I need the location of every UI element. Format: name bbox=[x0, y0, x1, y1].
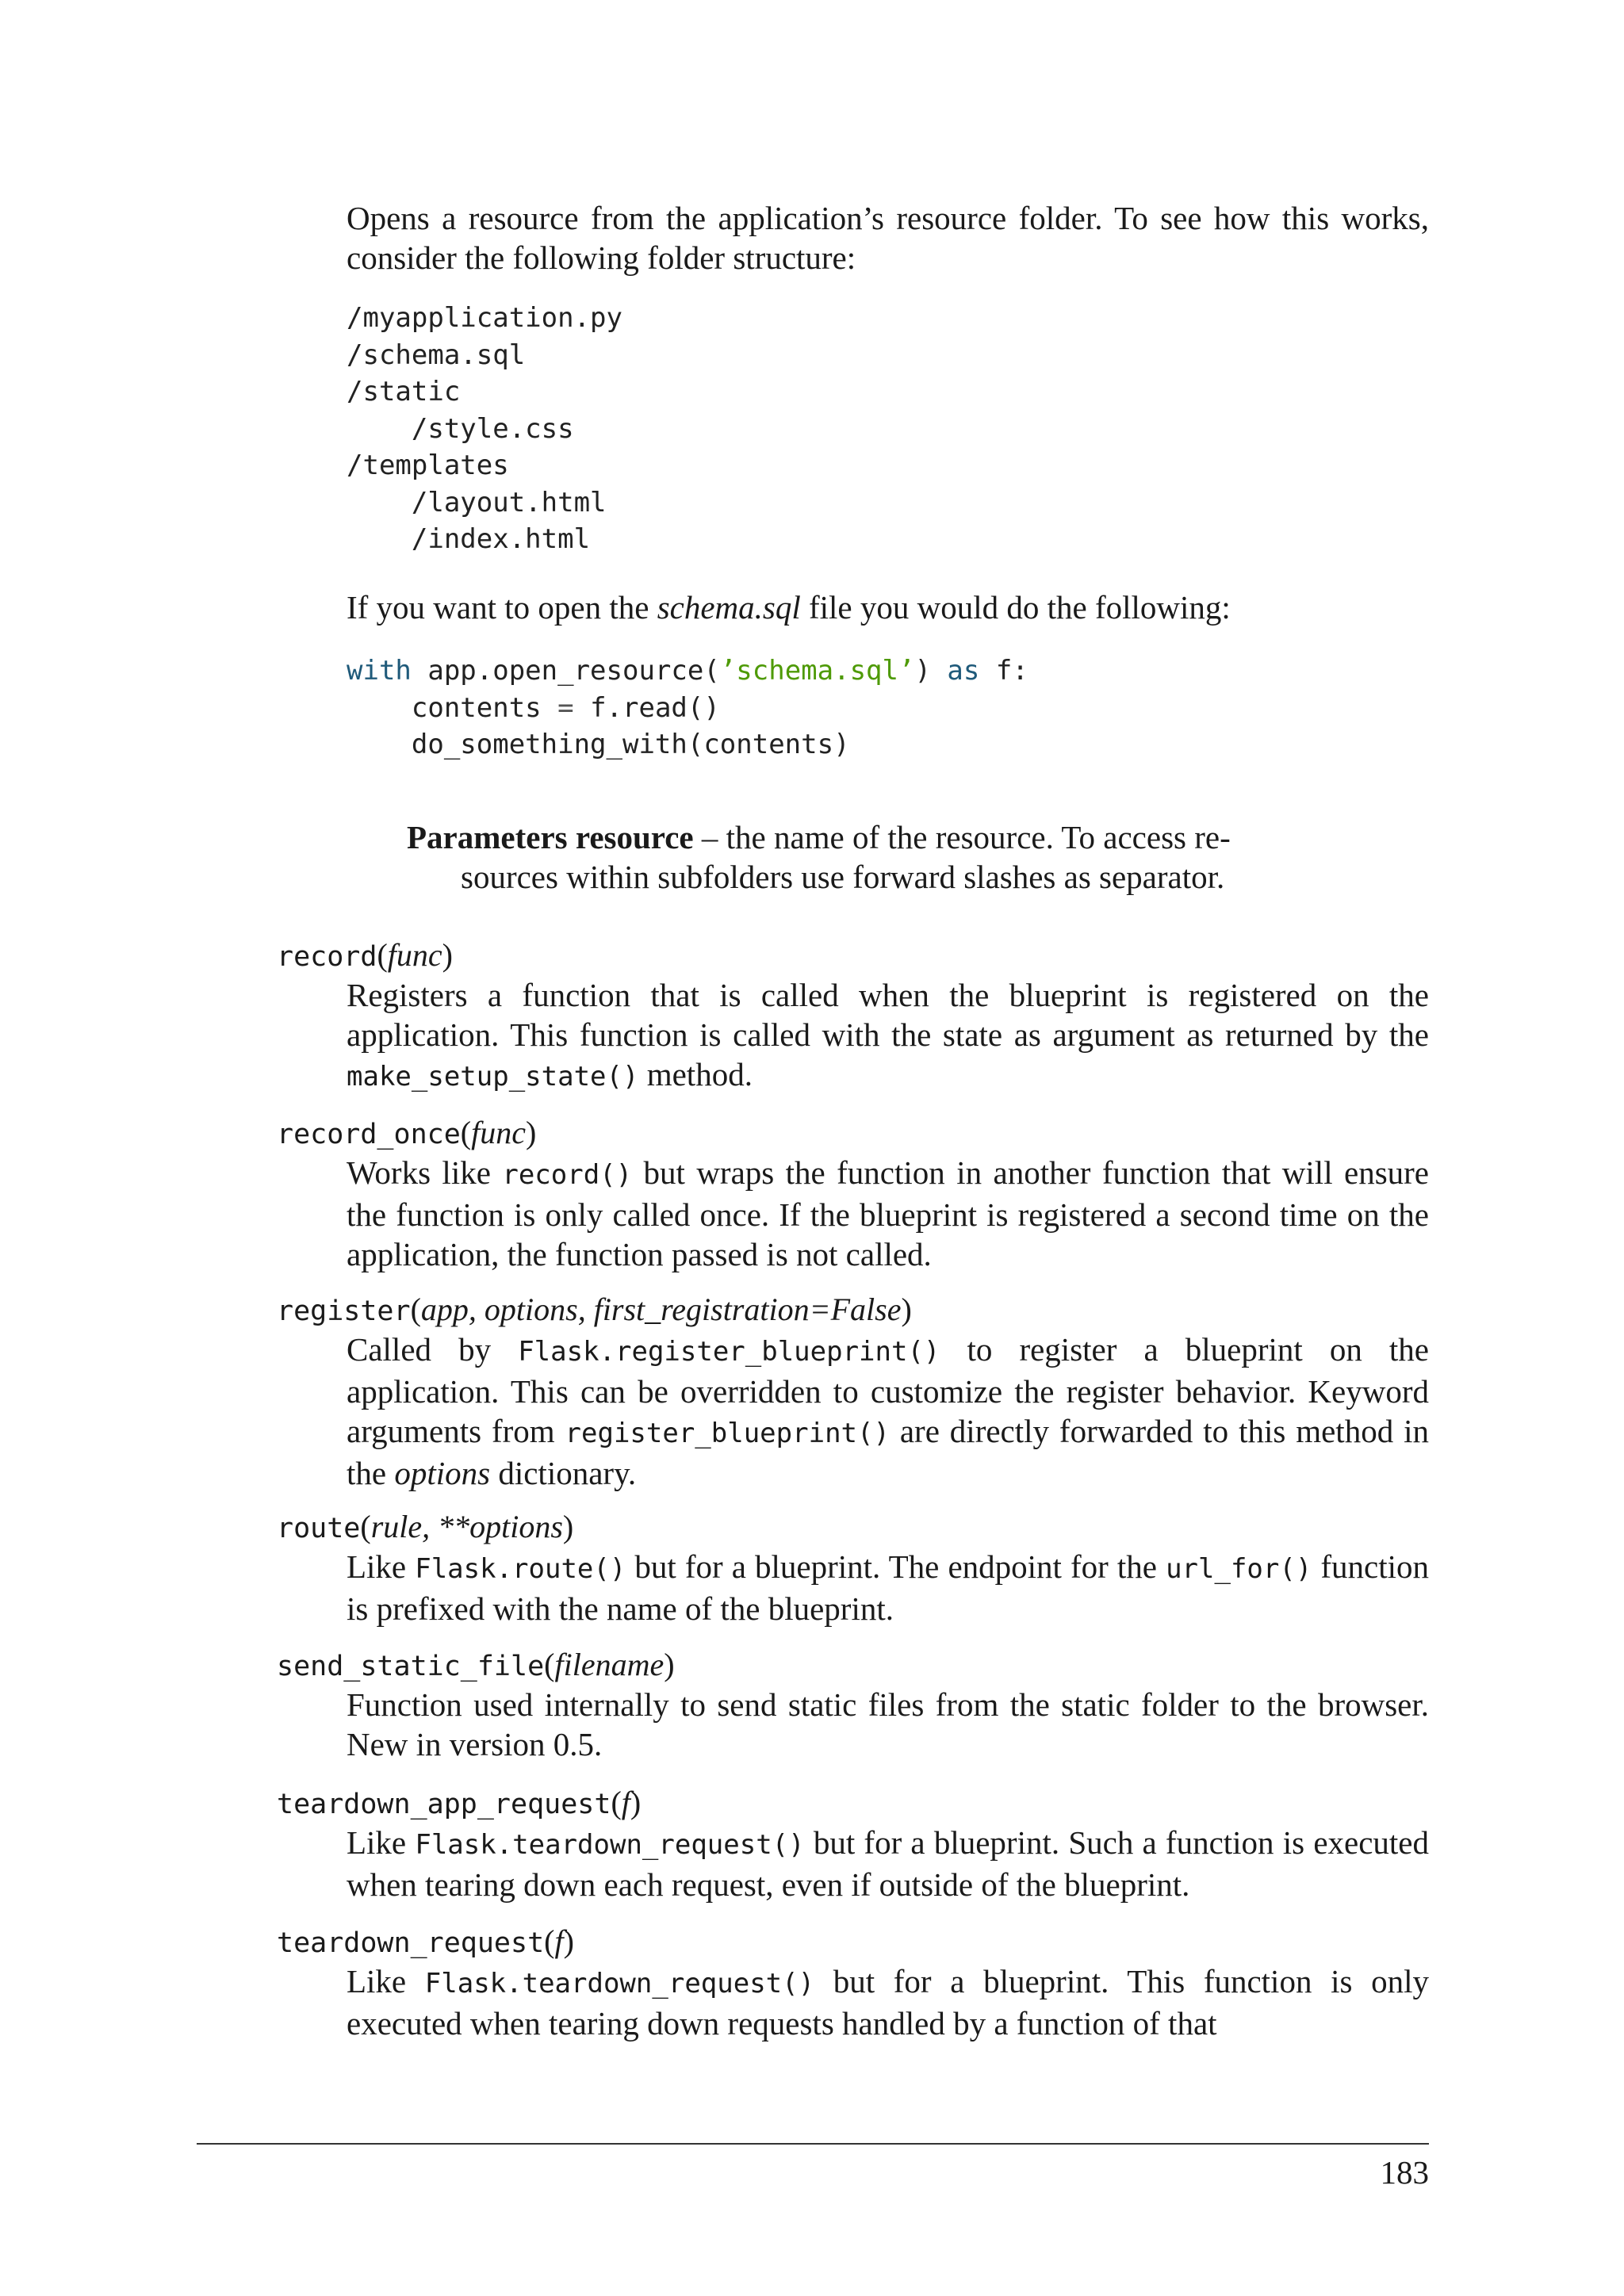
method-name: record_once bbox=[277, 1119, 461, 1150]
desc-text: method. bbox=[638, 1056, 753, 1093]
method-name: send_static_file bbox=[277, 1651, 545, 1682]
code-ref: register_blueprint() bbox=[565, 1418, 890, 1449]
method-name: teardown_app_request bbox=[277, 1789, 611, 1820]
options-em: options bbox=[394, 1455, 491, 1491]
method-signature-teardown-app-request: teardown_app_request(f) bbox=[277, 1785, 642, 1820]
desc-text: Registers a function that is called when the blueprint is registered on the application. This function is called with the state as argument as returned by the bbox=[347, 977, 1429, 1053]
desc-text: but for a blueprint. The endpoint for the bbox=[626, 1548, 1166, 1585]
method-signature-teardown-request: teardown_request(f) bbox=[277, 1923, 574, 1959]
code-operator: = bbox=[557, 691, 574, 724]
method-name: register bbox=[277, 1295, 411, 1327]
method-args: func bbox=[471, 1115, 526, 1150]
method-args: app, options, first_registration=False bbox=[420, 1292, 902, 1327]
desc-text: Works like bbox=[347, 1154, 503, 1191]
parameter-description: the name of the resource. To access re- bbox=[726, 819, 1231, 855]
method-description-teardown-app-request bbox=[347, 1823, 1429, 1904]
code-ref: make_setup_state() bbox=[347, 1061, 639, 1093]
method-args: filename bbox=[554, 1647, 665, 1682]
code-var: f: bbox=[979, 655, 1028, 687]
parameter-dash: – bbox=[693, 819, 726, 855]
method-args: f bbox=[621, 1785, 630, 1820]
code-line2-end: f.read() bbox=[573, 691, 720, 724]
desc-text: are directly forwarded to this method in the bbox=[347, 1413, 1429, 1491]
method-description-teardown-request bbox=[347, 1961, 1429, 2043]
footer-rule bbox=[197, 2143, 1429, 2145]
parameters-label: Parameters bbox=[407, 819, 568, 855]
desc-text: Function used internally to send static files from the static folder to the browser. New in version 0.5. bbox=[347, 1686, 1429, 1762]
method-args: f bbox=[554, 1923, 564, 1959]
code-call: app.open_resource( bbox=[411, 655, 720, 687]
code-line2: contents bbox=[347, 691, 558, 724]
method-name: record bbox=[277, 941, 377, 973]
page-number: 183 bbox=[1380, 2154, 1429, 2191]
desc-text: Like bbox=[347, 1824, 416, 1861]
desc-text: function is prefixed with the name of the blueprint. bbox=[347, 1548, 1430, 1627]
keyword-as: as bbox=[947, 655, 980, 687]
parameter-name: resource bbox=[575, 819, 694, 855]
code-ref: url_for() bbox=[1166, 1553, 1312, 1585]
desc-text: Like bbox=[347, 1963, 425, 1999]
code-line3: do_something_with(contents) bbox=[347, 729, 850, 760]
schema-filename: schema.sql bbox=[657, 589, 801, 626]
method-name: teardown_request bbox=[277, 1927, 545, 1959]
code-string: ’schema.sql’ bbox=[719, 655, 915, 687]
folder-structure-block: /myapplication.py /schema.sql /static /style.css /templates /layout.html /index.html bbox=[347, 302, 622, 555]
parameter-description-cont: sources within subfolders use forward slashes as separator. bbox=[461, 859, 1225, 895]
method-signature-record-once: record_once(func) bbox=[277, 1115, 537, 1150]
method-description-record-once bbox=[347, 1153, 1429, 1274]
desc-text: but wraps the function in another function that will ensure the function is only called once. If the blueprint is registered a second time on the application, the function passed is not called. bbox=[347, 1154, 1429, 1272]
desc-text: to register a blueprint on the application. This can be overridden to customize the register behavior. Keyword arguments from bbox=[347, 1331, 1429, 1449]
method-description-route bbox=[347, 1547, 1429, 1628]
desc-text: but for a blueprint. Such a function is executed when tearing down each request, even if outside of the blueprint. bbox=[347, 1824, 1429, 1903]
method-signature-send-static-file: send_static_file(filename) bbox=[277, 1647, 675, 1682]
parameters-list bbox=[407, 817, 1369, 897]
code-ref: record() bbox=[502, 1159, 633, 1191]
desc-text: dictionary. bbox=[490, 1455, 637, 1491]
code-example bbox=[347, 652, 1028, 763]
desc-text: Called by bbox=[347, 1331, 519, 1368]
intro-text: Opens a resource from the application’s resource folder. To see how this works, consider the following folder structure: bbox=[347, 200, 1429, 276]
method-description-send-static-file bbox=[347, 1685, 1429, 1764]
code-ref: Flask.route() bbox=[415, 1553, 626, 1585]
code-close: ) bbox=[914, 655, 948, 687]
code-ref: Flask.teardown_request() bbox=[424, 1968, 815, 1999]
method-args: func bbox=[387, 937, 442, 973]
code-ref: Flask.register_blueprint() bbox=[518, 1336, 940, 1368]
method-name: route bbox=[277, 1513, 361, 1544]
open-intro-text: If you want to open the bbox=[347, 589, 657, 626]
code-ref: Flask.teardown_request() bbox=[415, 1829, 805, 1861]
open-intro-text-end: file you would do the following: bbox=[800, 589, 1231, 626]
method-signature-register: register(app, options, first_registration=False) bbox=[277, 1292, 912, 1327]
method-signature-record: record(func) bbox=[277, 937, 453, 973]
intro-paragraph bbox=[347, 198, 1429, 277]
method-args: rule, **options bbox=[370, 1509, 563, 1544]
desc-text: Like bbox=[347, 1548, 416, 1585]
method-description-register bbox=[347, 1330, 1429, 1493]
method-description-record bbox=[347, 975, 1429, 1096]
desc-text: but for a blueprint. This function is only executed when tearing down requests handled by a function of that bbox=[347, 1963, 1429, 2042]
open-resource-intro bbox=[347, 587, 1429, 627]
method-signature-route: route(rule, **options) bbox=[277, 1509, 574, 1544]
keyword-with: with bbox=[347, 655, 412, 687]
